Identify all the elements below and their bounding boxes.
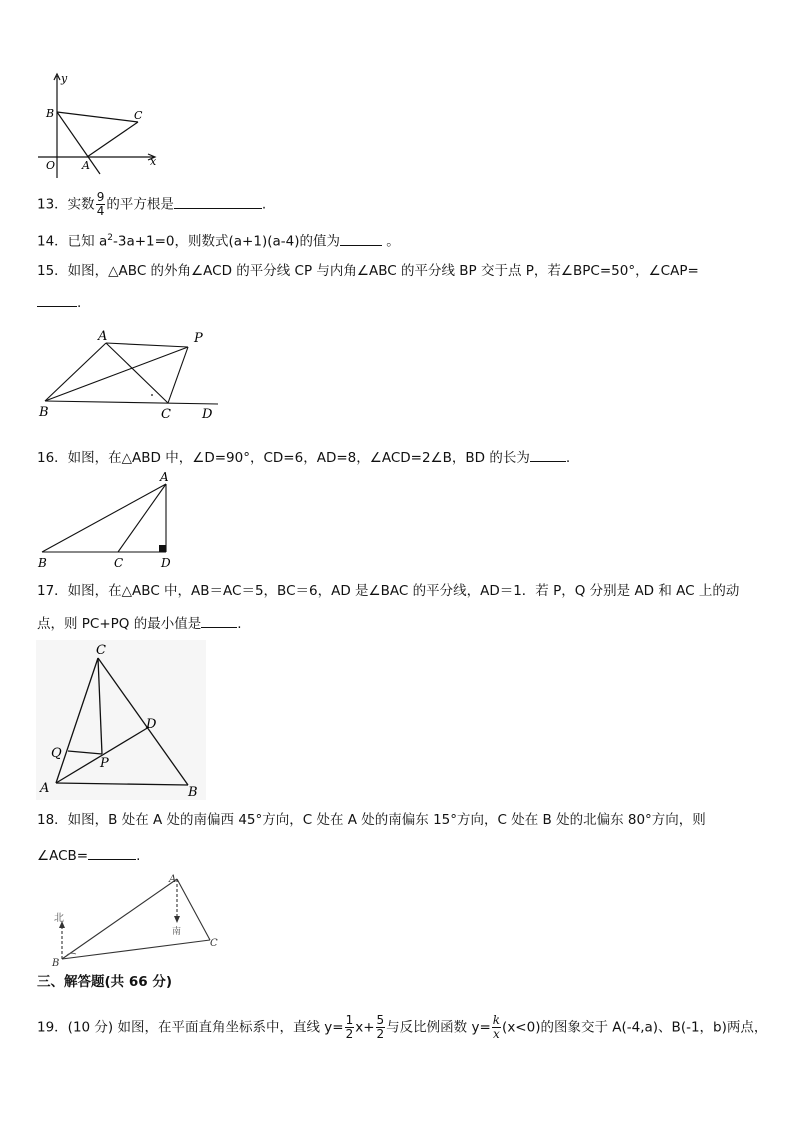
answer-blank: [88, 845, 136, 860]
question-16: 16．如图，在△ABD 中，∠D=90°，CD=6，AD=8，∠ACD=2∠B，BD 的长为 .: [37, 447, 570, 467]
answer-blank: [174, 194, 262, 209]
figure-q16: [30, 470, 180, 572]
label-C: C: [210, 938, 218, 949]
answer-blank: [530, 447, 566, 462]
label-A: A: [169, 874, 177, 885]
question-15: 15．如图，△ABC 的外角∠ACD 的平分线 CP 与内角∠ABC 的平分线 BP 交于点 P，若∠BPC=50°，∠CAP=: [37, 263, 699, 279]
label-D: D: [146, 717, 157, 732]
label-B: B: [39, 405, 49, 420]
label-south: 南: [172, 927, 182, 937]
label-D: D: [161, 556, 171, 570]
label-B: B: [46, 107, 55, 120]
label-A: A: [40, 781, 50, 796]
fraction: $\frac{5}{2}$: [376, 1013, 385, 1041]
answer-blank: [37, 292, 77, 307]
label-A: A: [82, 159, 90, 172]
label-C: C: [134, 109, 143, 122]
fraction: $\frac{1}{2}$: [345, 1013, 354, 1041]
label-C: C: [96, 643, 106, 658]
question-15-blank-line: .: [37, 292, 81, 312]
figure-q17: [36, 640, 206, 800]
section-title: 三、解答题(共 66 分): [37, 974, 173, 990]
label-x: x: [150, 155, 157, 168]
label-y: y: [61, 72, 68, 85]
label-C: C: [114, 556, 124, 570]
fraction: $\frac{k}{x}$: [492, 1013, 501, 1041]
label-Q: Q: [51, 746, 62, 761]
label-A: A: [98, 329, 108, 344]
label-A: A: [160, 470, 169, 484]
label-D: D: [202, 407, 213, 422]
question-17-line1: 17．如图，在△ABC 中，AB＝AC＝5，BC＝6，AD 是∠BAC 的平分线，AD＝1．若 P，Q 分别是 AD 和 AC 上的动: [37, 583, 740, 599]
figure-q15: [30, 326, 230, 424]
question-17-line2: 点，则 PC+PQ 的最小值是 .: [37, 613, 242, 633]
label-P: P: [194, 331, 203, 346]
label-B: B: [52, 958, 60, 968]
question-19: 19．(10 分) 如图，在平面直角坐标系中，直线 y= $\frac{1}{2}$ x+ $\frac{5}{2}$ 与反比例函数 y= $\frac{k}{x}$ (x<0)的图象交于 A(-4,a)、B(-1，b)两点，: [37, 1013, 768, 1041]
question-18-line1: 18．如图，B 处在 A 处的南偏西 45°方向，C 处在 A 处的南偏东 15°方向，C 处在 B 处的北偏东 80°方向，则: [37, 812, 706, 828]
label-P: P: [100, 756, 109, 771]
label-north: 北: [54, 913, 64, 924]
question-13: 13．实数 $\frac{9}{4}$ 的平方根是 .: [37, 190, 267, 218]
answer-blank: [340, 231, 382, 246]
fraction: $\frac{9}{4}$: [96, 190, 105, 218]
label-C: C: [161, 407, 171, 422]
figure-q12: [30, 70, 170, 182]
label-O: O: [46, 159, 56, 172]
figure-q18: [40, 868, 230, 968]
question-18-line2: ∠ACB= .: [37, 845, 140, 865]
question-14: 14．已知 $a^2-3a+1=0$，则数式(a+1)(a-4)的值为 。: [37, 229, 400, 251]
label-B: B: [38, 556, 47, 570]
answer-blank: [201, 613, 237, 628]
label-B: B: [188, 785, 198, 800]
